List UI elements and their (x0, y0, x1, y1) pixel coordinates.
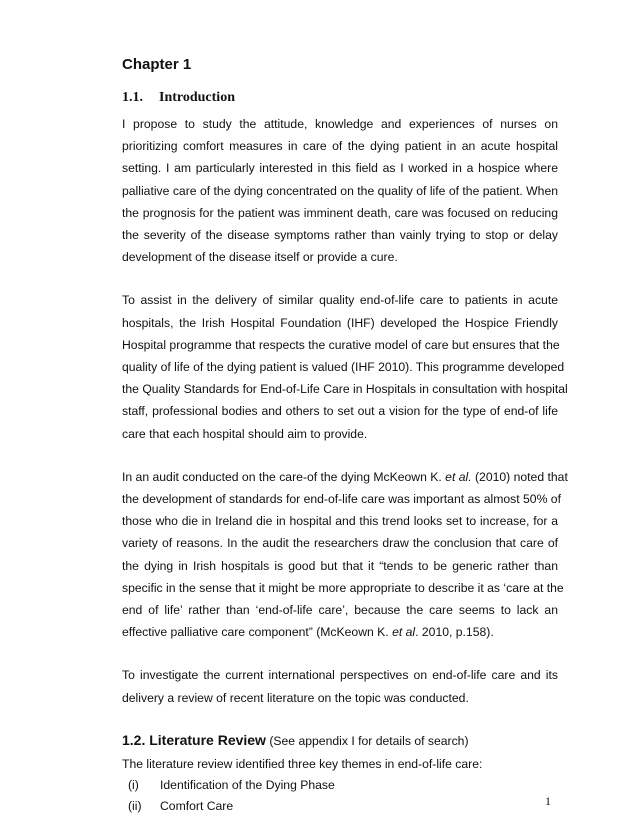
text-line: palliative care of the dying concentrated on the quality of life of the patient. When (122, 183, 558, 198)
section-number: 1.1. (122, 90, 143, 105)
text-line (122, 621, 558, 643)
text-line: the development of standards for end-of-life care was important as almost 50% of (122, 492, 561, 507)
text-line: care that each hospital should aim to provide. (122, 426, 368, 441)
text-line: quality of life of the dying patient is valued (IHF 2010). This programme developed (122, 360, 565, 375)
text-line: Hospital programme that respects the curative model of care but ensures that the (122, 337, 560, 352)
text-line: development of the disease itself or provide a cure. (122, 250, 398, 265)
text-line: hospitals, the Irish Hospital Foundation (IHF) developed the Hospice Friendly (122, 315, 558, 330)
text-line: the severity of the disease symptoms rather than vainly trying to stop or delay (122, 228, 558, 243)
text-span: In an audit conducted on the care-of the dying McKeown K. (122, 469, 446, 484)
italic-text: et al. (445, 469, 472, 484)
text-line: specific in the sense that it might be more appropriate to describe it as ‘care at the (122, 580, 564, 595)
section-title: Introduction (159, 90, 235, 105)
text-line: setting. I am particularly interested in this field as I worked in a hospice where (122, 161, 558, 176)
text-line: To investigate the current international perspectives on end-of-life care and its (122, 668, 558, 683)
text-span: . 2010, p.158). (415, 625, 494, 640)
themes-list (122, 775, 558, 817)
chapter-title: Chapter 1 (122, 56, 192, 73)
list-marker: (ii) (128, 798, 142, 813)
page-number: 1 (545, 794, 551, 808)
paragraph-3 (122, 466, 568, 644)
list-item (122, 775, 558, 796)
list-item-text: Identification of the Dying Phase (160, 777, 335, 792)
paragraph-1 (122, 113, 558, 268)
text-line: delivery a review of recent literature on the topic was conducted. (122, 690, 469, 705)
section-heading-literature-review (122, 730, 558, 751)
section-title: 1.2. Literature Review (122, 731, 266, 748)
text-line: the dying in Irish hospitals is good but that it “tends to be generic rather than (122, 558, 558, 573)
document-page (122, 56, 568, 817)
text-line: those who die in Ireland die in hospital and this trend looks set to increase, for a (122, 514, 558, 529)
text-line: the Quality Standards for End-of-Life Care in Hospitals in consultation with hospital (122, 382, 568, 397)
list-marker: (i) (128, 777, 139, 792)
list-item-text: Comfort Care (160, 798, 234, 813)
literature-intro: The literature review identified three key themes in end-of-life care: (122, 756, 483, 771)
text-span: effective palliative care component” (McKeown K. (122, 625, 393, 640)
text-line: staff, professional bodies and others to set out a vision for the type of end-of life (122, 404, 558, 419)
paragraph-2 (122, 289, 568, 444)
text-line: variety of reasons. In the audit the researchers draw the conclusion that care of (122, 536, 558, 551)
text-line: the prognosis for the patient was imminent death, care was focused on reducing (122, 205, 558, 220)
text-line: To assist in the delivery of similar quality end-of-life care to patients in acute (122, 293, 558, 308)
section-heading-introduction (122, 89, 558, 107)
list-item (122, 796, 558, 817)
text-line: end of life’ rather than ‘end-of-life care’, because the care seems to lack an (122, 603, 558, 618)
text-line (122, 466, 568, 488)
text-span: (2010) noted that (471, 469, 568, 484)
text-line: prioritizing comfort measures in care of the dying patient in an acute hospital (122, 139, 558, 154)
text-line: I propose to study the attitude, knowledge and experiences of nurses on (122, 117, 558, 131)
paragraph-4 (122, 664, 558, 708)
section-note: (See appendix I for details of search) (265, 733, 469, 748)
italic-text: et al (392, 625, 416, 640)
